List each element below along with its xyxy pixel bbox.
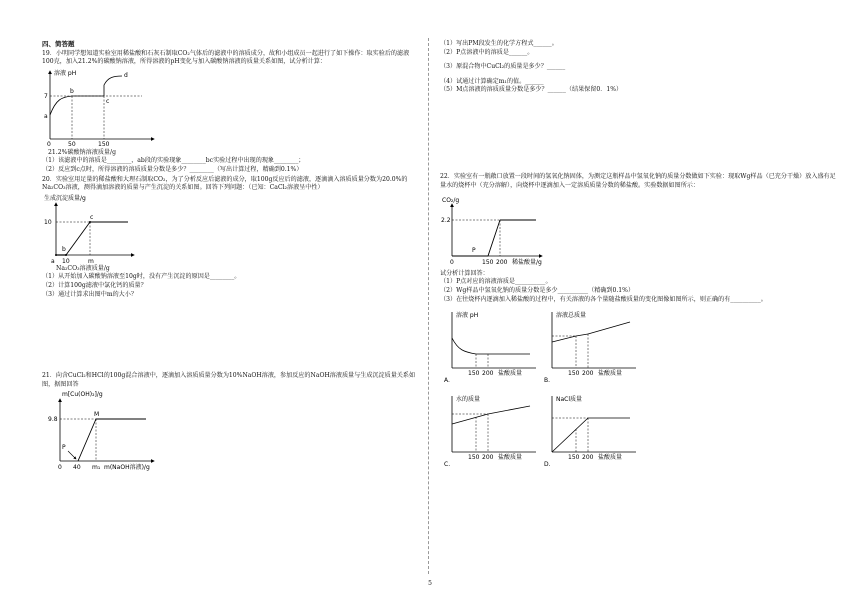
option-a-ylabel: 溶液 pH (456, 312, 479, 320)
q22-pt-p: P (472, 247, 476, 255)
option-b-x200: 200 (582, 370, 594, 378)
q22-xlabel: 稀盐酸量/g (512, 259, 542, 267)
q21-text: 21．向含CuCl₂和HCl的100g混合溶液中，逐滴加入溶质质量分数为10%NaOH溶液，参加反应的NaOH溶液质量与生成沉淀质量关系如图，据图回答 (42, 372, 416, 388)
q20-sub2: （2）计算100g滤液中氯化钙的质量？ (42, 281, 147, 289)
option-b-xlabel: 盐酸质量 (598, 370, 623, 378)
q21-figure (48, 389, 420, 475)
q21-sub1: （1）写出PM段发生的化学方程式______。 (440, 40, 558, 47)
q20-pt-c: c (90, 213, 94, 221)
q19-text: 19．小明同学想知道实验室用稀盐酸和石灰石制取CO₂气体后的滤液中的溶质成分，故和小组成员一起进行了如下操作：取实验后的滤液100克，加入21.2%的碳酸钠溶液，所得溶液的pH变化与加入碳酸钠溶液的质量关系如图，试分析计算： (42, 49, 410, 66)
q21-chart (48, 389, 188, 471)
option-c-chart (440, 392, 540, 468)
option-d-x200: 200 (582, 454, 594, 462)
option-c-x150: 150 (468, 454, 480, 462)
q20-figure (42, 193, 420, 265)
q20-y10: 10 (44, 218, 52, 226)
q21-sub3: （3）原混合物中CuCl₂的质量是多少？______ (440, 63, 566, 71)
option-d-x150: 150 (568, 454, 580, 462)
option-c-x200: 200 (482, 454, 494, 462)
q19-sub2: （2）反应到c点时，所得溶液的溶质质量分数是多少？________（写出计算过程，精确到0.1%） (42, 165, 303, 173)
option-a-chart (440, 308, 540, 384)
q22-y22: 2.2 (441, 217, 451, 225)
q19-ya: a (44, 112, 48, 120)
option-a-x150: 150 (468, 370, 480, 378)
q22-x200: 200 (496, 259, 508, 267)
q22-x150: 150 (482, 259, 494, 267)
option-c-letter: C. (444, 461, 451, 469)
q22-line-rise (488, 220, 500, 256)
q22-figure (440, 194, 840, 270)
q19-xlabel: 21.2%碳酸钠溶液质量/g (48, 148, 116, 156)
q19-figure (42, 67, 420, 149)
q20-sub3: （3）通过计算求出图中m的大小？ (42, 290, 137, 298)
q19-chart (42, 67, 172, 149)
section-title: 四、简答题 (42, 40, 75, 48)
q22-chart (440, 194, 570, 266)
q21-xlabel: m(NaOH溶液)/g (104, 464, 150, 472)
column-divider (428, 38, 429, 574)
q20-ylabel: 生成沉淀质量/g (44, 194, 86, 202)
q19-x150: 150 (98, 140, 110, 148)
q19-x50: 50 (68, 140, 76, 148)
q22-sub1: （1）P点对应的溶液溶质是__________。 (440, 278, 552, 286)
q19-curve-ab (50, 96, 72, 115)
q22-lead: 试分析计算回答： (440, 269, 489, 277)
q21-x0: 0 (58, 464, 62, 472)
q21-x40: 40 (73, 464, 81, 472)
right-column (440, 40, 840, 478)
q20-chart (42, 193, 162, 265)
option-a-letter: A. (444, 377, 450, 385)
q19-pt-b: b (70, 87, 74, 95)
q20-pt-b: b (62, 245, 66, 253)
q20-xm: m (88, 257, 94, 265)
q20-xlabel: Na₂CO₃溶液质量/g (56, 264, 110, 272)
q20-x10: 10 (62, 257, 70, 265)
q20-text: 20．实验室用足量的稀盐酸和大理石制取CO₂，为了分析反应后滤液的成分，取100g反应后的滤液，逐滴滴入溶质质量分数为20.0%的Na₂CO₃溶液，测得滴加溶液的质量与产生沉淀的关系如图。回答下列问题：（已知：CaCl₂溶液呈中性） (42, 175, 408, 192)
q21-xm1: m₁ (92, 464, 101, 472)
q19-x0: 0 (47, 140, 51, 148)
q19-pt-c: c (106, 97, 110, 105)
q21-ylabel: m[Cu(OH)₂]/g (62, 391, 103, 399)
q19-ylabel: 溶液 pH (54, 69, 77, 77)
q21-sub4: （4）试通过计算确定m₁的值。______ (440, 77, 544, 85)
option-a-x200: 200 (482, 370, 494, 378)
option-b-letter: B. (544, 377, 551, 385)
q21-pt-m: M (94, 411, 100, 419)
q20-pt-a: a (51, 257, 55, 265)
q22-text: 22．实验室有一瓶敞口放置一段时间的氢氧化钠固体，为测定这瓶样品中氢氧化钠的质量分数做如下实验：现取Wg样品（已充分干燥）放入盛有足量水的烧杯中（充分溶解），向烧杯中逐滴加入一定溶质质量分数的稀盐酸。实验数据如图所示： (440, 172, 836, 189)
left-column (42, 40, 420, 475)
option-c-xlabel: 盐酸质量 (498, 454, 523, 462)
q21-pt-p: P (62, 444, 66, 452)
option-c-ylabel: 水的质量 (456, 396, 481, 404)
option-b-chart (540, 308, 640, 384)
q21-line-pm (78, 419, 96, 461)
option-b-x150: 150 (568, 370, 580, 378)
q19-pt-d: d (124, 71, 128, 79)
q22-sub2: （2）Wg样品中氢氧化钠的质量分数是多少__________（精确到0.1%） (440, 286, 635, 294)
option-d-ylabel: NaCl质量 (556, 396, 583, 404)
q19-y7: 7 (44, 92, 48, 100)
q20-line-bc (66, 222, 90, 255)
q22-options (440, 308, 840, 478)
option-d-letter: D. (544, 461, 551, 469)
q22-sub3: （3）在往烧杯内逐滴加入稀盐酸的过程中，有关溶液的各个量随盐酸质量的变化图像如图所示，则正确的有__________。 (440, 295, 767, 303)
option-a-xlabel: 盐酸质量 (498, 370, 523, 378)
q20-sub1: （1）从开始加入碳酸钠溶液至10g时，没有产生沉淀的原因是________。 (42, 273, 241, 281)
option-b-ylabel: 溶液总质量 (556, 312, 587, 320)
page-number: 5 (428, 580, 432, 587)
option-d-xlabel: 盐酸质量 (598, 454, 623, 462)
q19-curve-cd (104, 76, 122, 96)
q21-sub5: （5）M点溶液的溶质质量分数是多少？______（结果保留0．1%） (440, 86, 623, 94)
q19-sub1: （1）该滤液中的溶质是________，ab段的实验现象________bc实验过程中出现的现象________； (42, 157, 305, 165)
q22-x0: 0 (450, 259, 454, 267)
q21-sub2: （2）P点溶液中的溶质是______。 (440, 48, 534, 56)
q21-y98: 9.8 (48, 416, 58, 424)
q22-ylabel: CO₂/g (442, 197, 460, 205)
option-d-chart (540, 392, 640, 468)
